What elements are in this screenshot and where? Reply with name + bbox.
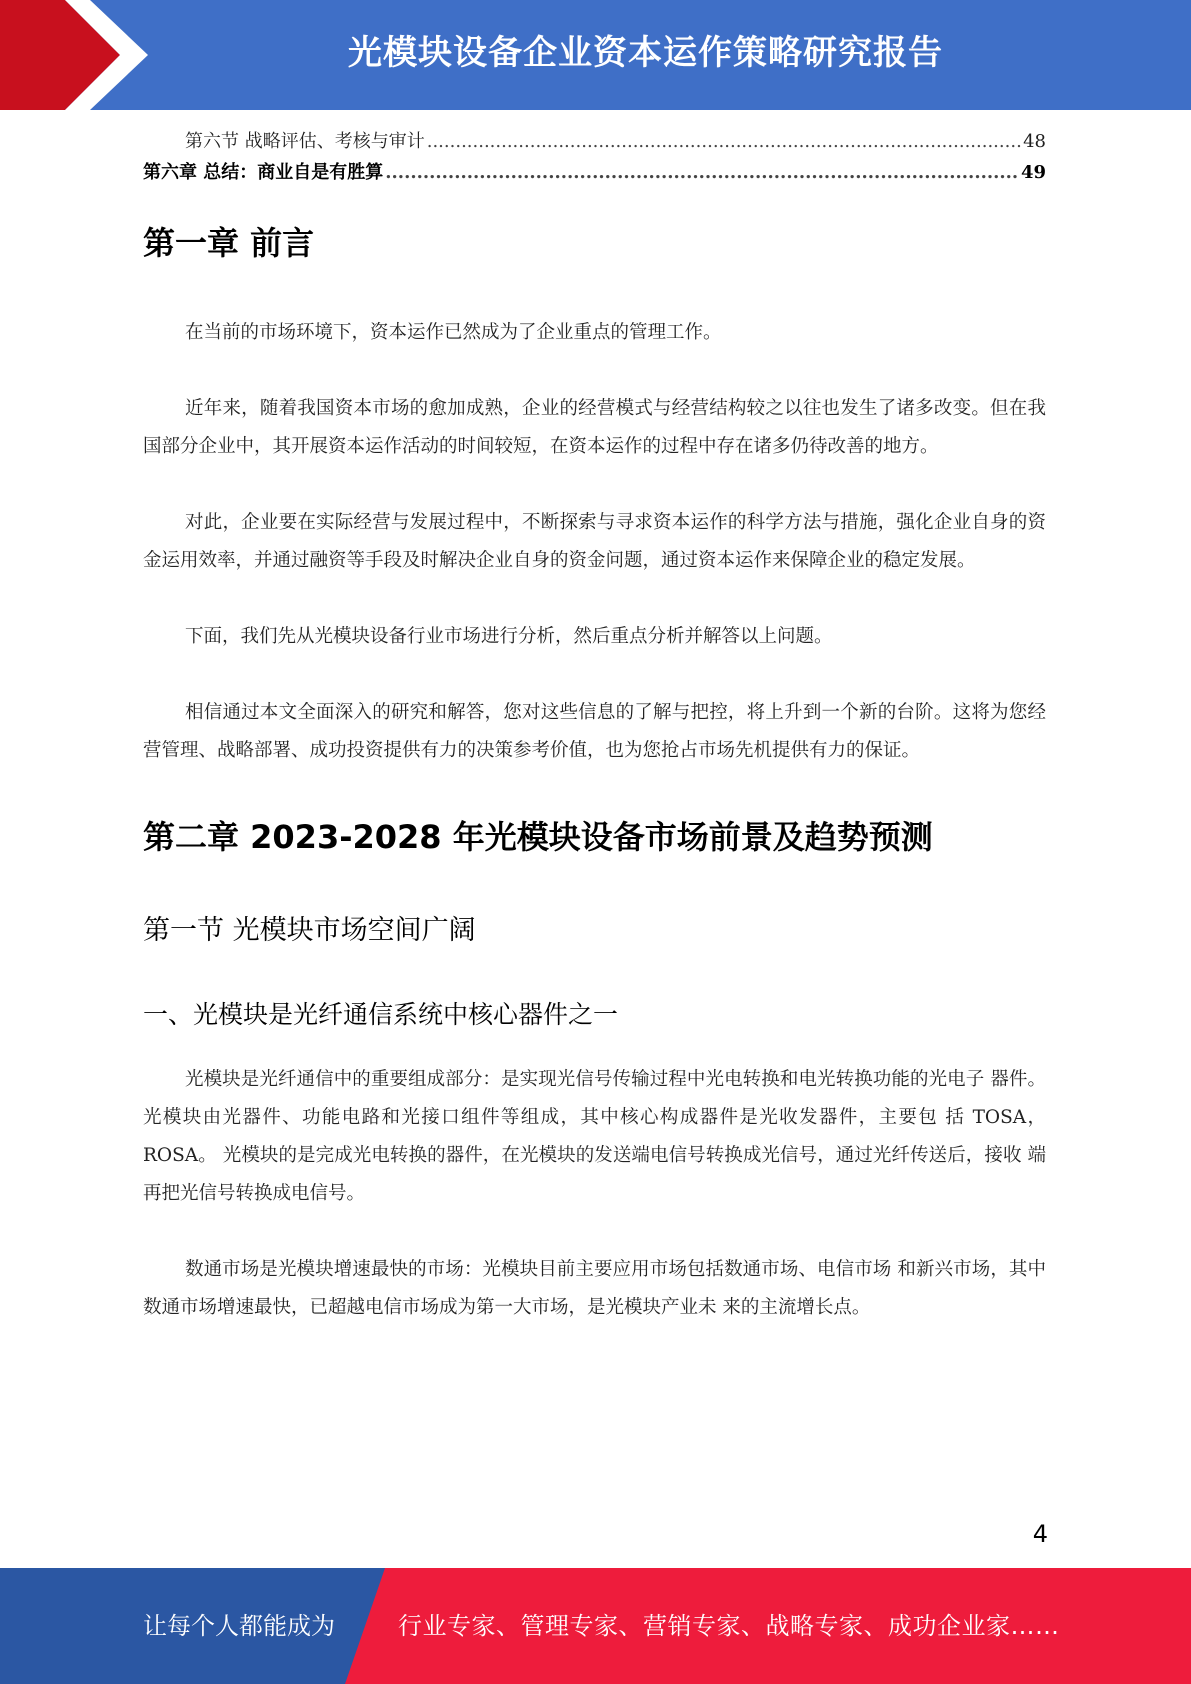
page-header (0, 0, 1191, 110)
toc-entry-section[interactable] (143, 126, 1046, 157)
chapter-1-paragraph: 在当前的市场环境下，资本运作已然成为了企业重点的管理工作。 (185, 322, 722, 343)
toc-entry-label: 第六节 战略评估、考核与审计 (185, 131, 425, 152)
toc-entry-chapter[interactable] (143, 157, 1046, 188)
chapter-2-paragraph: 光模块是光纤通信中的重要组成部分：是实现光信号传输过程中光电转换和电光转换功能的光电子 器件。光模块由光器件、功能电路和光接口组件等组成，其中核心构成器件是光收发器件，主要包 括 TOSA，ROSA。 光模块的是完成光电转换的器件，在光模块的发送端电信号转换成光信号，通过光纤传送后，接收 端再把光信号转换成电信号。 (143, 1069, 1046, 1204)
toc-entry-label: 第六章 总结：商业自是有胜算 (143, 162, 384, 183)
chapter-2-paragraph: 数通市场是光模块增速最快的市场：光模块目前主要应用市场包括数通市场、电信市场 和新兴市场，其中数通市场增速最快，已超越电信市场成为第一大市场，是光模块产业未 来的主流增长点。 (143, 1259, 1046, 1318)
subsection-1-heading: 一、光模块是光纤通信系统中核心器件之一 (143, 1000, 619, 1029)
chapter-1-heading: 第一章 前言 (143, 224, 315, 262)
toc-leader-dots (385, 157, 1019, 188)
chapter-1-paragraph: 近年来，随着我国资本市场的愈加成熟，企业的经营模式与经营结构较之以往也发生了诸多改变。但在我国部分企业中，其开展资本运作活动的时间较短，在资本运作的过程中存在诸多仍待改善的地方。 (143, 398, 1046, 457)
page-number: 4 (1032, 1520, 1048, 1548)
chapter-2-heading: 第二章 2023-2028 年光模块设备市场前景及趋势预测 (143, 818, 933, 856)
toc-entry-page: 49 (1020, 162, 1046, 183)
report-title: 光模块设备企业资本运作策略研究报告 (348, 33, 943, 73)
footer-slogan-left: 让每个人都能成为 (143, 1612, 335, 1640)
toc-leader-dots (427, 126, 1021, 157)
section-1-heading: 第一节 光模块市场空间广阔 (143, 915, 476, 946)
footer-slogan-right: 行业专家、管理专家、营销专家、战略专家、成功企业家…… (398, 1612, 1060, 1640)
chapter-1-paragraph: 相信通过本文全面深入的研究和解答，您对这些信息的了解与把控，将上升到一个新的台阶。这将为您经营管理、战略部署、成功投资提供有力的决策参考价值，也为您抢占市场先机提供有力的保证。 (143, 702, 1046, 761)
page-content (143, 126, 1046, 1327)
chapter-1-paragraph: 下面，我们先从光模块设备行业市场进行分析，然后重点分析并解答以上问题。 (185, 626, 833, 647)
chapter-1-paragraph: 对此，企业要在实际经营与发展过程中，不断探索与寻求资本运作的科学方法与措施，强化企业自身的资金运用效率，并通过融资等手段及时解决企业自身的资金问题，通过资本运作来保障企业的稳定发展。 (143, 512, 1046, 571)
toc-entry-page: 48 (1023, 131, 1046, 152)
